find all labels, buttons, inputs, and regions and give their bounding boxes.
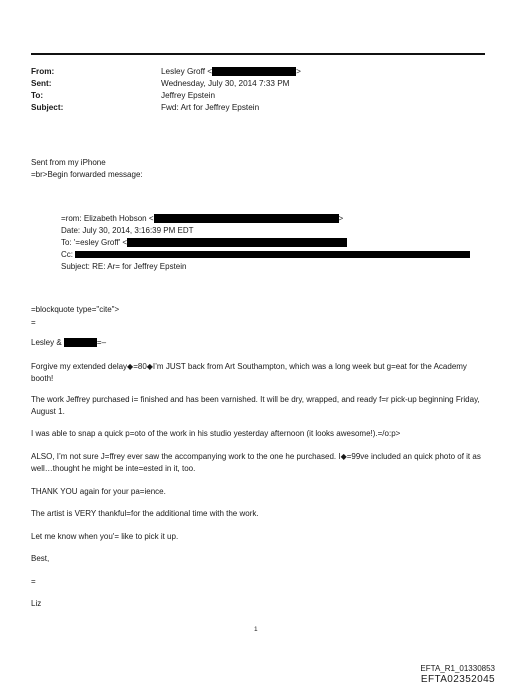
forwarded-date: Date: July 30, 2014, 3:16:39 PM EDT — [61, 226, 194, 235]
from-name: Lesley Groff < — [161, 67, 213, 76]
forwarded-cc — [61, 249, 470, 261]
sent-value: Wednesday, July 30, 2014 7:33 PM — [161, 79, 290, 88]
paragraph-delay: Forgive my extended delay◆=80◆I’m JUST back from Art Southampton, which was a long week but g=eat for the Academy booth! — [31, 362, 467, 383]
paragraph-work-finished: The work Jeffrey purchased i= finished and has been varnished. It will be dry, wrapped, and ready f=r pick-up beginning Friday, August 1. — [31, 395, 480, 416]
subject-label: Subject: — [31, 103, 64, 112]
redaction-bar — [127, 238, 347, 247]
blockquote-artifact: =blockquote type="cite"> — [31, 305, 120, 314]
redaction-bar — [75, 251, 470, 258]
greeting-end: =– — [96, 338, 107, 347]
redaction-bar — [212, 67, 296, 76]
page-number: 1 — [254, 626, 258, 633]
paragraph-photo: I was able to snap a quick p=oto of the work in his studio yesterday afternoon (it looks awesome!).=/o:p> — [31, 429, 401, 438]
redaction-bar — [64, 338, 97, 347]
closing: Best, — [31, 554, 50, 563]
forwarded-subject: Subject: RE: Ar= for Jeffrey Epstein — [61, 262, 187, 271]
sent-from-iphone: Sent from my iPhone — [31, 158, 106, 167]
sent-label: Sent: — [31, 79, 52, 88]
greeting-start: Lesley & — [31, 338, 62, 347]
bates-number-small: EFTA_R1_01330853 — [420, 664, 495, 673]
bates-number-large: EFTA02352045 — [420, 674, 495, 685]
forwarded-to — [61, 237, 347, 249]
encoding-artifact: = — [31, 318, 36, 327]
forwarded-to-text: To: '=esley Groff' < — [61, 238, 128, 247]
forwarded-from — [61, 213, 343, 225]
from-label: From: — [31, 67, 55, 76]
paragraph-pick-up: Let me know when you'= like to pick it up. — [31, 532, 179, 541]
from-suffix: > — [296, 67, 301, 76]
to-label: To: — [31, 91, 44, 100]
encoding-artifact: = — [31, 577, 36, 586]
forwarded-from-suffix: > — [338, 214, 344, 223]
subject-value: Fwd: Art for Jeffrey Epstein — [161, 103, 260, 112]
header-divider — [31, 53, 485, 55]
redaction-bar — [154, 214, 339, 223]
paragraph-accompanying-work: ALSO, I’m not sure J=ffrey ever saw the accompanying work to the one he purchased. I◆=99ve included an quick photo of it as well…thought he might be inte=ested in it, too. — [31, 452, 481, 473]
from-value — [161, 66, 301, 78]
forwarded-cc-text: Cc: — [61, 250, 73, 259]
begin-forwarded-message: =br>Begin forwarded message: — [31, 170, 143, 179]
paragraph-thank-you: THANK YOU again for your pa=ience. — [31, 487, 166, 496]
to-value: Jeffrey Epstein — [161, 91, 216, 100]
greeting — [31, 337, 106, 348]
paragraph-artist-thankful: The artist is VERY thankful=for the additional time with the work. — [31, 509, 259, 518]
forwarded-from-text: =rom: Elizabeth Hobson < — [61, 214, 154, 223]
signature: Liz — [31, 599, 42, 608]
